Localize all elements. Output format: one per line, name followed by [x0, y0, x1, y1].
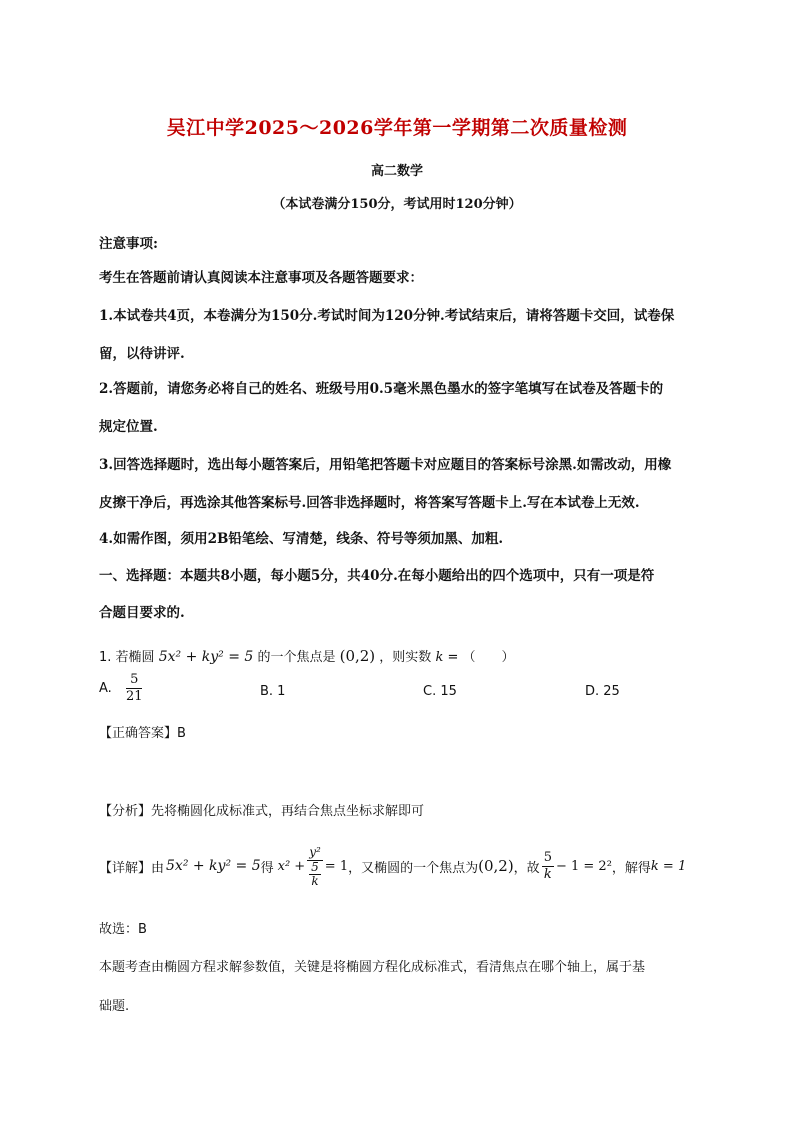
section-heading-cont: 合题目要求的.: [99, 605, 185, 621]
analysis: 【分析】先将椭圆化成标准式，再结合焦点坐标求解即可: [99, 804, 425, 819]
option-b: B. 1: [260, 684, 286, 699]
detail-fraction-denominator: k: [543, 866, 552, 882]
detail-equation-2: − 1 = 2²: [555, 858, 612, 874]
choose-answer: 故选：B: [99, 922, 147, 937]
detail-std-right: = 1: [324, 858, 349, 874]
detail-mid: ，又椭圆的一个焦点为: [348, 860, 479, 876]
option-a-fraction: [126, 672, 143, 705]
notice-intro: 考生在答题前请认真阅读本注意事项及各题答题要求：: [99, 270, 423, 286]
notice-item-4: 4.如需作图，须用2B铅笔绘、写清楚，线条、符号等须加黑、加粗.: [99, 531, 504, 547]
question-variable: k: [435, 650, 444, 665]
option-a-denominator: 21: [125, 689, 143, 704]
question-point: (0,2): [339, 647, 376, 665]
detail-label: 【详解】由: [99, 860, 165, 876]
detail-get: 得: [260, 860, 274, 876]
question-number: 1.: [99, 650, 112, 665]
detail-std-inner-num: 5: [311, 860, 319, 874]
section-heading: 一、选择题：本题共8小题，每小题5分，共40分.在每小题给出的四个选项中，只有一项是符: [99, 568, 655, 584]
detail-std-inner-den: k: [311, 874, 319, 888]
option-a-label: A.: [99, 681, 112, 696]
notice-item-3: 3.回答选择题时，选出每小题答案后，用铅笔把答题卡对应题目的答案标号涂黑.如需改动，用橡: [99, 457, 672, 473]
option-c: C. 15: [423, 684, 457, 699]
detail-gu: ，故: [513, 860, 540, 876]
correct-answer: 【正确答案】B: [99, 726, 186, 741]
exam-subject: 高二数学: [370, 164, 423, 179]
exam-scoring-note: （本试卷满分150分，考试用时120分钟）: [272, 197, 522, 212]
option-d: D. 25: [585, 684, 620, 699]
detail-point: (0,2): [478, 857, 514, 875]
detail-std-inner-fraction: [309, 861, 321, 888]
summary-cont: 础题.: [99, 999, 130, 1014]
notice-item-1-cont: 留，以待讲评.: [99, 346, 185, 362]
question-tail: = （ ）: [447, 650, 515, 665]
detail-line: [99, 836, 686, 896]
detail-equation: 5x² + ky² = 5: [166, 858, 261, 874]
option-a-numerator: 5: [126, 672, 143, 689]
detail-result: k = 1: [650, 858, 687, 874]
notice-item-2: 2.答题前，请您务必将自己的姓名、班级号用0.5毫米黑色墨水的签字笔填写在试卷及答题卡的: [99, 381, 664, 397]
notice-item-3-cont: 皮擦干净后，再选涂其他答案标号.回答非选择题时，将答案写答题卡上.写在本试卷上无效.: [99, 495, 640, 511]
question-equation: 5x² + ky² = 5: [158, 649, 254, 665]
detail-fraction: [542, 850, 554, 883]
exam-title: 吴江中学2025～2026学年第一学期第二次质量检测: [166, 117, 628, 139]
detail-std-left: x² +: [277, 858, 306, 874]
summary: 本题考查由椭圆方程求解参数值，关键是将椭圆方程化成标准式，看清焦点在哪个轴上，属于基: [99, 960, 646, 975]
detail-solve: ，解得: [611, 860, 651, 876]
detail-fraction-numerator: 5: [543, 849, 552, 865]
detail-std-fraction: [307, 844, 323, 888]
question-1: [99, 646, 515, 665]
notice-heading: 注意事项:: [99, 236, 158, 252]
question-suffix: ，则实数: [379, 650, 432, 665]
detail-std-denominator: [307, 861, 323, 888]
option-a: [99, 672, 144, 705]
detail-std-numerator: y²: [309, 845, 321, 859]
question-prefix: 若椭圆: [115, 650, 155, 665]
notice-item-1: 1.本试卷共4页，本卷满分为150分.考试时间为120分钟.考试结束后，请将答题卡交回，试卷保: [99, 308, 675, 324]
question-middle: 的一个焦点是: [257, 650, 336, 665]
notice-item-2-cont: 规定位置.: [99, 419, 158, 435]
